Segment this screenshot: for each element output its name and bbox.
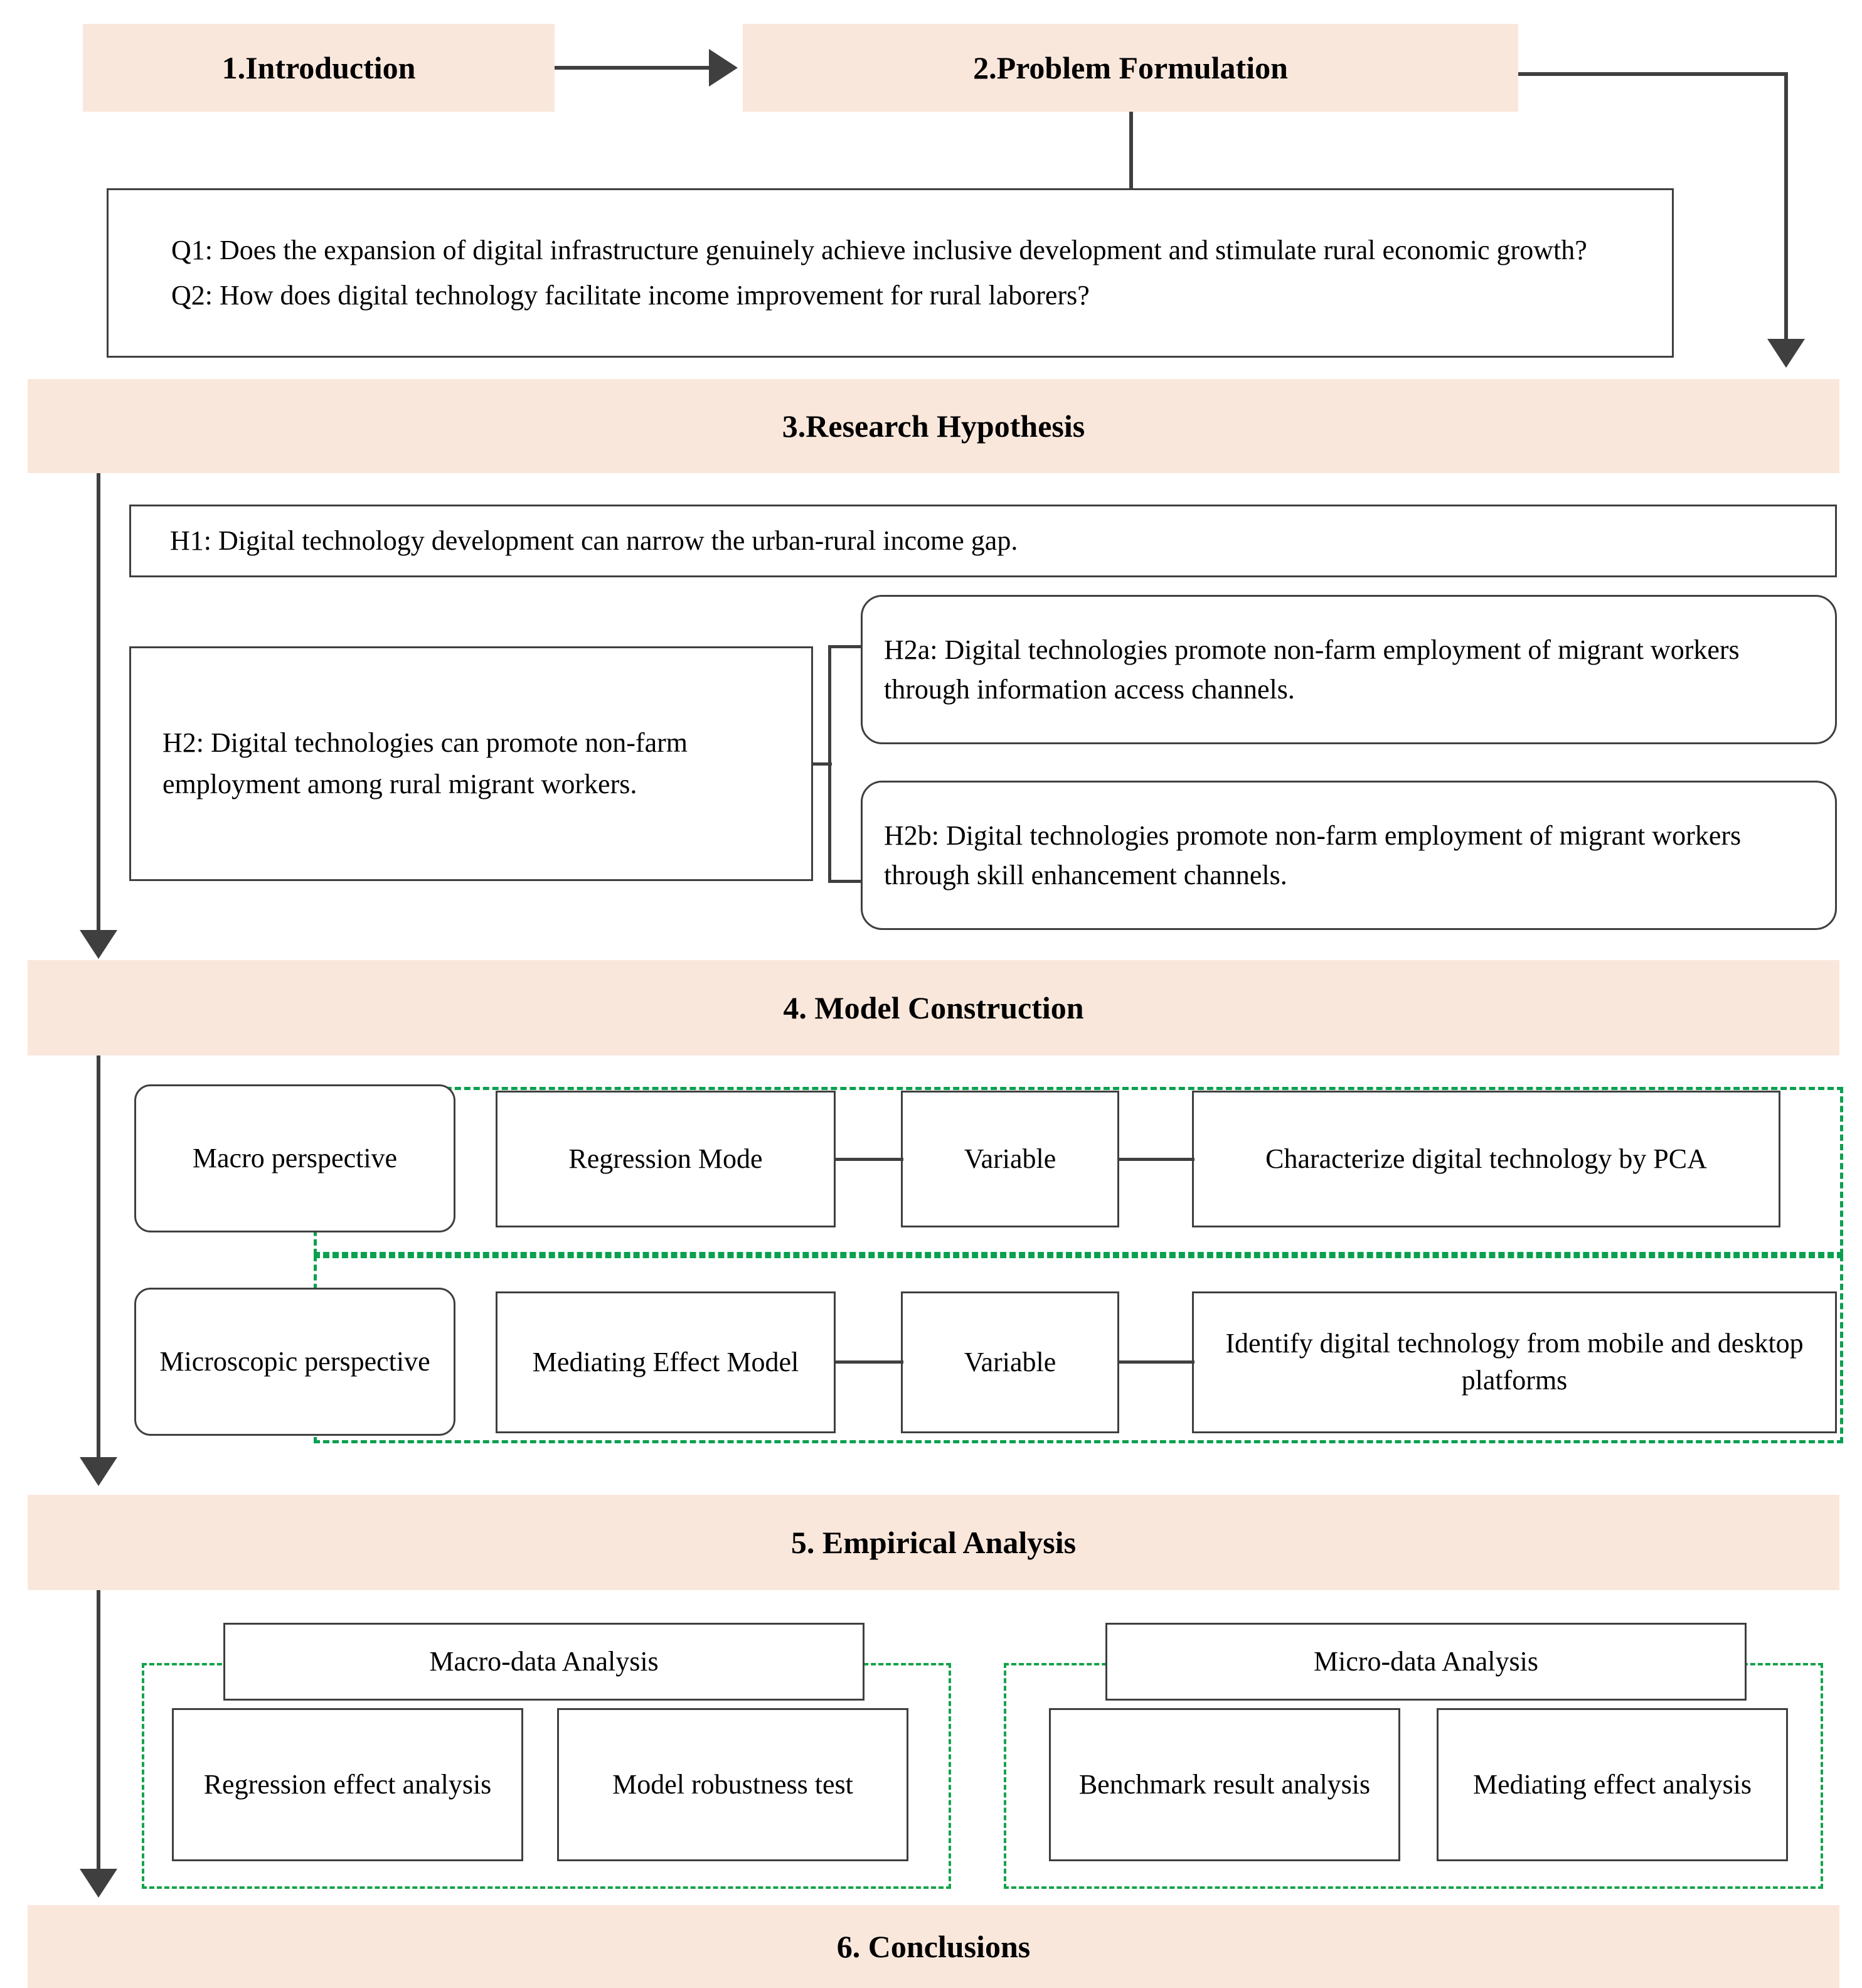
macro-data-analysis-label: Macro-data Analysis xyxy=(429,1645,659,1677)
model-robustness-test-label: Model robustness test xyxy=(612,1768,853,1800)
step-6-conclusions-banner[interactable] xyxy=(28,1905,1839,1988)
micro-data-analysis-label: Micro-data Analysis xyxy=(1313,1645,1539,1677)
connector-step2-to-questions xyxy=(1129,112,1133,190)
step-1-introduction-box[interactable] xyxy=(83,24,555,112)
h2-bracket-stem xyxy=(813,762,832,766)
connector-regression-variable xyxy=(834,1158,903,1161)
variable-micro-label: Variable xyxy=(964,1346,1056,1377)
regression-effect-analysis-box xyxy=(172,1708,523,1861)
spine-model-to-empirical-arrowhead xyxy=(80,1457,117,1486)
regression-effect-analysis-label: Regression effect analysis xyxy=(203,1768,492,1800)
question-q2: Q2: How does digital technology facilitate income improvement for rural laborers? xyxy=(171,280,1090,311)
macro-perspective-label: Macro perspective xyxy=(192,1142,398,1173)
arrow-1-to-2-line xyxy=(555,66,711,70)
microscopic-perspective-box xyxy=(134,1288,455,1436)
step-3-research-hypothesis-banner[interactable] xyxy=(28,379,1839,473)
mediating-effect-model-box xyxy=(496,1291,836,1433)
connector-step2-right-horizontal xyxy=(1518,72,1788,76)
step-4-model-construction-banner[interactable] xyxy=(28,960,1839,1055)
mediating-effect-analysis-label: Mediating effect analysis xyxy=(1473,1768,1752,1800)
spine-hypothesis-to-model-arrowhead xyxy=(80,930,117,959)
h2-bracket-to-h2a xyxy=(828,645,866,648)
connector-step2-right-vertical xyxy=(1784,72,1788,342)
hypothesis-h2-label: H2: Digital technologies can promote non-farm employment among rural migrant workers. xyxy=(162,727,688,799)
hypothesis-h2-box xyxy=(129,646,813,881)
hypothesis-h2b-box xyxy=(861,781,1837,930)
research-questions-box xyxy=(107,188,1674,358)
hypothesis-h1-box xyxy=(129,505,1837,577)
regression-mode-box xyxy=(496,1091,836,1227)
hypothesis-h1-label: H1: Digital technology development can narrow the urban-rural income gap. xyxy=(170,525,1018,556)
step-5-empirical-analysis-banner[interactable] xyxy=(28,1495,1839,1590)
benchmark-result-analysis-box xyxy=(1049,1708,1400,1861)
step-3-label: 3.Research Hypothesis xyxy=(782,409,1085,444)
macro-data-analysis-box xyxy=(223,1623,864,1701)
step-5-label: 5. Empirical Analysis xyxy=(790,1525,1077,1560)
connector-variable-identify xyxy=(1118,1360,1194,1364)
microscopic-perspective-label: Microscopic perspective xyxy=(159,1345,430,1377)
step-4-label: 4. Model Construction xyxy=(783,990,1084,1025)
regression-mode-label: Regression Mode xyxy=(568,1143,763,1174)
step-6-label: 6. Conclusions xyxy=(836,1929,1031,1964)
step-1-label: 1.Introduction xyxy=(221,50,416,85)
model-robustness-test-box xyxy=(557,1708,908,1861)
benchmark-result-analysis-label: Benchmark result analysis xyxy=(1078,1768,1371,1800)
spine-model-to-empirical xyxy=(97,1055,100,1465)
variable-micro-box xyxy=(901,1291,1119,1433)
spine-empirical-to-conclusions-arrowhead xyxy=(80,1869,117,1898)
question-q1: Q1: Does the expansion of digital infrastructure genuinely achieve inclusive development and stimulate rural economic growth? xyxy=(171,234,1587,265)
mediating-effect-model-label: Mediating Effect Model xyxy=(532,1346,799,1377)
connector-variable-pca xyxy=(1118,1158,1194,1161)
characterize-pca-label: Characterize digital technology by PCA xyxy=(1265,1143,1707,1174)
spine-hypothesis-to-model xyxy=(97,473,100,938)
hypothesis-h2a-box xyxy=(861,595,1837,744)
hypothesis-h2a-label: H2a: Digital technologies promote non-farm employment of migrant workers through information access channels. xyxy=(884,634,1740,705)
macro-perspective-box xyxy=(134,1084,455,1232)
connector-step2-right-arrowhead xyxy=(1767,339,1805,368)
characterize-pca-box xyxy=(1192,1091,1780,1227)
identify-platforms-label: Identify digital technology from mobile and desktop platforms xyxy=(1225,1328,1804,1396)
step-2-problem-formulation-box[interactable] xyxy=(743,24,1518,112)
connector-mediating-variable xyxy=(834,1360,903,1364)
hypothesis-h2b-label: H2b: Digital technologies promote non-farm employment of migrant workers through skill enhancement channels. xyxy=(884,820,1742,890)
step-2-label: 2.Problem Formulation xyxy=(973,50,1288,85)
mediating-effect-analysis-box xyxy=(1437,1708,1788,1861)
micro-data-analysis-box xyxy=(1105,1623,1747,1701)
h2-bracket-to-h2b xyxy=(828,880,866,883)
variable-macro-box xyxy=(901,1091,1119,1227)
spine-empirical-to-conclusions xyxy=(97,1590,100,1878)
variable-macro-label: Variable xyxy=(964,1143,1056,1174)
arrow-1-to-2-head xyxy=(709,49,738,87)
identify-platforms-box xyxy=(1192,1291,1837,1433)
